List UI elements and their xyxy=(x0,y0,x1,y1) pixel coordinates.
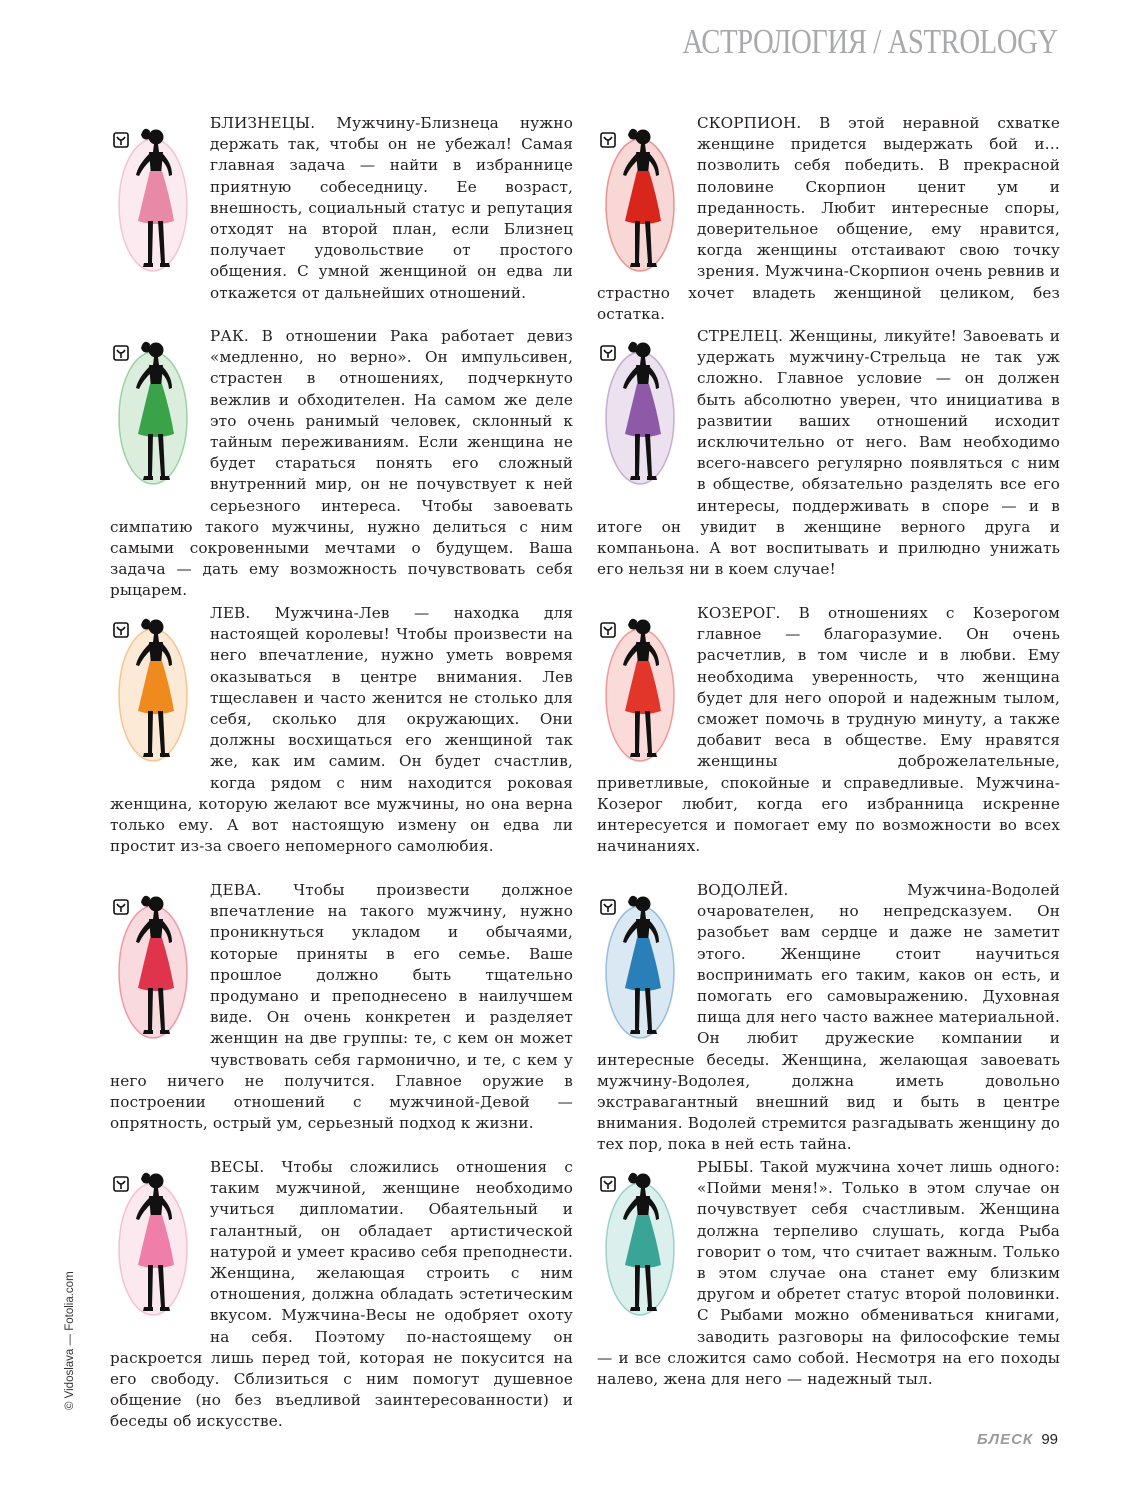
libra-figure xyxy=(110,1161,196,1319)
section-title: АСТРОЛОГИЯ / ASTROLOGY xyxy=(682,22,1058,61)
entry-aquarius xyxy=(597,880,1060,1156)
virgo-figure xyxy=(110,884,196,1042)
pisces-figure xyxy=(597,1161,683,1319)
entry-text: ВОДОЛЕЙ. Мужчина-Водолей очарователен, но непредсказуем. Он разобьет вам сердце и даже не заметит этого. Женщине стоит научиться воспринимать его таким, каков он есть, и помогать его самовыражению. Духовная пища для него часто важнее материальной. Он любит дружеские компании и интересные беседы. Женщина, желающая завоевать мужчину-Водолея, должна иметь довольно экстравагантный внешний вид и быть в центре внимания. Водолей стремится разгадывать женщину до тех пор, пока в ней есть тайна. xyxy=(597,881,1060,1154)
capricorn-figure-drawing xyxy=(597,607,683,765)
cancer-figure xyxy=(110,330,196,488)
gemini-figure xyxy=(110,117,196,275)
entry-text: ЛЕВ. Мужчина-Лев — находка для настоящей королевы! Чтобы произвести на него впечатление, нужно уметь вовремя оказываться в центре внимания. Лев тщеславен и часто женится не столько для себя, сколько для окружающих. Они должны восхищаться его женщиной так же, как им самим. Он будет счастлив, когда рядом с ним находится роковая женщина, которую желают все мужчины, но она верна только ему. А вот настоящую измену он едва ли простит из-за своего непомерного самолюбия. xyxy=(110,604,573,856)
scorpio-figure-drawing xyxy=(597,117,683,275)
entry-pisces xyxy=(597,1157,1060,1390)
entry-text: КОЗЕРОГ. В отношениях с Козерогом главное — благоразумие. Он очень расчетлив, в том числе и в любви. Ему необходима уверенность, что женщина будет для него опорой и надежным тылом, сможет помочь в трудную минуту, а также добавит веса в обществе. Ему нравятся женщины доброжелательные, приветливые, спокойные и справедливые. Мужчина-Козерог любит, когда его избранница искренне интересуется и помогает ему по возможности во всех начинаниях. xyxy=(597,604,1060,856)
entry-sagittarius xyxy=(597,326,1060,580)
leo-figure xyxy=(110,607,196,765)
aquarius-figure xyxy=(597,884,683,1042)
cancer-figure-drawing xyxy=(110,330,196,488)
entry-virgo xyxy=(110,880,573,1134)
entry-text: БЛИЗНЕЦЫ. Мужчину-Близнеца нужно держать так, чтобы он не убежал! Самая главная задача — найти в избраннице приятную собеседницу. Ее возраст, внешность, социальный статус и репутация отходят на второй план, если Близнец получает удовольствие от простого общения. С умной женщиной он едва ли откажется от дальнейших отношений. xyxy=(210,114,573,302)
entry-text: ДЕВА. Чтобы произвести должное впечатление на такого мужчину, нужно проникнуться укладом и обычаями, которые приняты в его семье. Ваше прошлое должно быть тщательно продумано и преподнесено в наилучшем виде. Он очень конкретен и разделяет женщин на две группы: те, с кем он может чувствовать себя гармонично, и те, с кем у него ничего не получится. Главное оружие в построении отношений с мужчиной-Девой — опрятность, острый ум, серьезный подход к жизни. xyxy=(110,881,573,1133)
gemini-figure-drawing xyxy=(110,117,196,275)
virgo-figure-drawing xyxy=(110,884,196,1042)
libra-figure-drawing xyxy=(110,1161,196,1319)
entry-cancer xyxy=(110,326,573,602)
capricorn-figure xyxy=(597,607,683,765)
entry-leo xyxy=(110,603,573,857)
entry-scorpio xyxy=(597,113,1060,325)
sagittarius-figure xyxy=(597,330,683,488)
entry-text: ВЕСЫ. Чтобы сложились отношения с таким мужчиной, женщине необходимо учиться дипломатии. Обаятельный и галантный, он обладает артистической натурой и умеет красиво себя преподнести. Женщина, желающая строить с ним отношения, должна обладать эстетическим вкусом. Мужчина-Весы не одобряет охоту на себя. Поэтому по-настоящему он раскроется лишь перед той, которая не покусится на его свободу. Сблизиться с ним помогут душевное общение (но без въедливой заинтересованности) и беседы об искусстве. xyxy=(110,1158,573,1431)
aquarius-figure-drawing xyxy=(597,884,683,1042)
pisces-figure-drawing xyxy=(597,1161,683,1319)
sagittarius-figure-drawing xyxy=(597,330,683,488)
entry-text: СТРЕЛЕЦ. Женщины, ликуйте! Завоевать и удержать мужчину-Стрельца не так уж сложно. Главное условие — он должен быть абсолютно уверен, что инициатива в развитии ваших отношений исходит исключительно от него. Вам необходимо всего-навсего регулярно появляться с ним в обществе, обязательно разделять все его интересы, поддерживать в споре — и в итоге он увидит в женщине верного друга и компаньона. А вот воспитывать и прилюдно унижать его нельзя ни в коем случае! xyxy=(597,327,1060,579)
photo-credit: © Vidoslava — Fotolia.com xyxy=(64,1271,76,1410)
scorpio-figure xyxy=(597,117,683,275)
entry-text: РЫБЫ. Такой мужчина хочет лишь одного: «Пойми меня!». Только в этом случае он почувствует себя счастливым. Женщина должна терпеливо слушать, когда Рыба говорит о том, что считает важным. Только в этом случае она станет ему близким другом и обретет статус второй половинки. С Рыбами можно обмениваться книгами, заводить разговоры на философские темы — и все сложится само собой. Несмотря на его походы налево, жена для него — надежный тыл. xyxy=(597,1158,1060,1389)
leo-figure-drawing xyxy=(110,607,196,765)
entry-text: СКОРПИОН. В этой неравной схватке женщине придется выдержать бой и… позволить себя победить. В прекрасной половине Скорпион ценит ум и преданность. Любит интересные споры, доверительное общение, ему нравится, когда женщины отстаивают свою точку зрения. Мужчина-Скорпион очень ревнив и страстно хочет владеть женщиной целиком, без остатка. xyxy=(597,114,1060,323)
entry-libra xyxy=(110,1157,573,1433)
page-number: 99 xyxy=(1041,1431,1058,1448)
entry-capricorn xyxy=(597,603,1060,857)
magazine-brand: БЛЕСК xyxy=(976,1431,1034,1448)
entry-text: РАК. В отношении Рака работает девиз «медленно, но верно». Он импульсивен, страстен в отношениях, подчеркнуто вежлив и обходителен. На самом же деле это очень ранимый человек, склонный к тайным переживаниям. Если женщина не будет стараться понять его сложный внутренний мир, он не почувствует к ней серьезного интереса. Чтобы завоевать симпатию такого мужчины, нужно делиться с ним самыми сокровенными мечтами о будущем. Ваша задача — дать ему возможность почувствовать себя рыцарем. xyxy=(110,327,573,600)
entry-gemini xyxy=(110,113,573,304)
page-footer xyxy=(977,1431,1058,1448)
